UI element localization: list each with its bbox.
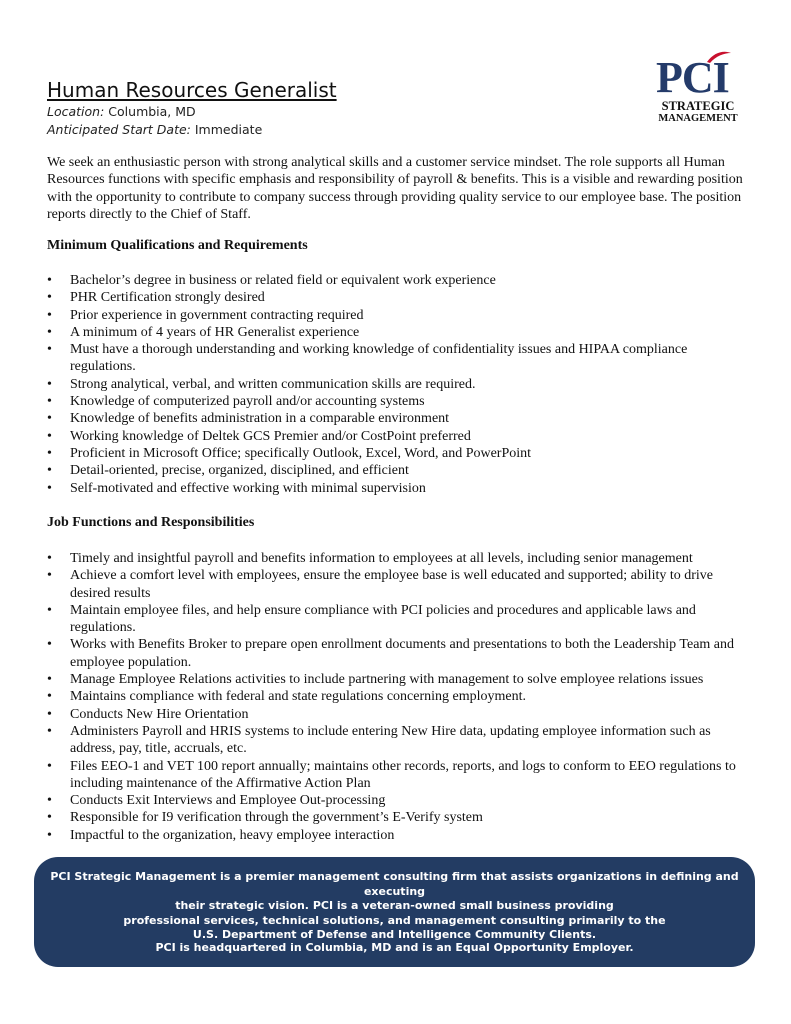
bullet-icon: • bbox=[47, 637, 52, 653]
qualifications-heading: Minimum Qualifications and Requirements bbox=[47, 238, 308, 253]
list-item: • Files EEO-1 and VET 100 report annually; maintains other records, reports, and logs to conform to EEO regulations to including maintenance of the Affirmative Action Plan bbox=[47, 758, 736, 791]
page-title: Human Resources Generalist bbox=[47, 78, 337, 102]
bullet-icon: • bbox=[47, 428, 52, 444]
list-item: • Conducts New Hire Orientation bbox=[47, 706, 249, 722]
bullet-icon: • bbox=[47, 342, 52, 358]
bullet-icon: • bbox=[47, 411, 52, 427]
bullet-icon: • bbox=[47, 394, 52, 410]
start-date-value: Immediate bbox=[194, 122, 263, 137]
pci-logo bbox=[654, 50, 742, 130]
bullet-icon: • bbox=[47, 568, 52, 584]
bullet-icon: • bbox=[47, 689, 52, 705]
list-item: • Achieve a comfort level with employees, ensure the employee base is well educated and supported; ability to drive desired results bbox=[47, 568, 714, 601]
list-item: • Timely and insightful payroll and benefits information to employees at all levels, including senior management bbox=[47, 551, 693, 566]
list-item: • Maintain employee files, and help ensure compliance with PCI policies and procedures and applicable laws and regulations. bbox=[47, 602, 696, 636]
list-item: • Prior experience in government contracting required bbox=[47, 307, 364, 323]
bullet-icon: • bbox=[47, 445, 52, 461]
location-label: Location: bbox=[47, 104, 105, 119]
list-item: • Bachelor’s degree in business or related field or equivalent work experience bbox=[47, 273, 496, 288]
bullet-icon: • bbox=[47, 602, 52, 618]
list-item: • Maintains compliance with federal and state regulations concerning employment. bbox=[47, 689, 527, 705]
footer-description bbox=[34, 870, 755, 943]
list-item: • Knowledge of computerized payroll and/or accounting systems bbox=[47, 394, 425, 410]
list-item: • A minimum of 4 years of HR Generalist experience bbox=[47, 324, 360, 340]
footer-closing: PCI is headquartered in Columbia, MD and is an Equal Opportunity Employer. bbox=[155, 941, 634, 954]
start-date-label: Anticipated Start Date: bbox=[47, 122, 191, 137]
footer-line: professional services, technical solutions, and management consulting primarily to the bbox=[123, 913, 666, 927]
logo-line-1: STRATEGIC bbox=[661, 99, 735, 113]
qualifications-list bbox=[47, 272, 752, 497]
list-item: • Strong analytical, verbal, and written communication skills are required. bbox=[47, 376, 476, 392]
bullet-icon: • bbox=[47, 307, 52, 323]
start-date-line bbox=[47, 121, 262, 139]
bullet-icon: • bbox=[47, 706, 52, 722]
list-item: • Impactful to the organization, heavy employee interaction bbox=[47, 827, 395, 843]
bullet-icon: • bbox=[47, 827, 52, 843]
logo-mark: PCI bbox=[656, 53, 729, 102]
list-item: • Conducts Exit Interviews and Employee Out-processing bbox=[47, 793, 386, 809]
bullet-icon: • bbox=[47, 290, 52, 306]
list-item: • Detail-oriented, precise, organized, disciplined, and efficient bbox=[47, 463, 409, 479]
list-item: • Knowledge of benefits administration in a comparable environment bbox=[47, 411, 450, 427]
location-value: Columbia, MD bbox=[108, 104, 196, 119]
intro-paragraph: We seek an enthusiastic person with strong analytical skills and a customer service mindset. The role supports all Human Resources functions with specific emphasis and responsibility of payroll & benefits. This is a visible and rewarding position with the opportunity to contribute to company success through providing quality service to our employee base. The position reports directly to the Chief of Staff. bbox=[47, 155, 743, 222]
bullet-icon: • bbox=[47, 723, 52, 739]
responsibilities-list bbox=[47, 550, 752, 844]
logo-line-2: MANAGEMENT bbox=[658, 113, 738, 124]
list-item: • Must have a thorough understanding and working knowledge of confidentiality issues and HIPAA compliance regulations. bbox=[47, 342, 688, 375]
bullet-icon: • bbox=[47, 551, 52, 566]
list-item: • Responsible for I9 verification through the government’s E-Verify system bbox=[47, 810, 483, 826]
footer-line: U.S. Department of Defense and Intelligence Community Clients. bbox=[192, 928, 597, 941]
responsibilities-heading: Job Functions and Responsibilities bbox=[47, 515, 255, 530]
list-item: • PHR Certification strongly desired bbox=[47, 290, 265, 306]
bullet-icon: • bbox=[47, 672, 52, 688]
list-item: • Works with Benefits Broker to prepare open enrollment documents and presentations to both the Leadership Team and employee population. bbox=[47, 637, 735, 670]
bullet-icon: • bbox=[47, 324, 52, 340]
list-item: • Self-motivated and effective working with minimal supervision bbox=[47, 480, 426, 496]
footer-line: PCI Strategic Management is a premier management consulting firm that assists organizations in defining and executing bbox=[50, 870, 739, 898]
bullet-icon: • bbox=[47, 480, 52, 496]
bullet-icon: • bbox=[47, 793, 52, 809]
bullet-icon: • bbox=[47, 463, 52, 479]
footer-line: their strategic vision. PCI is a veteran-owned small business providing bbox=[175, 899, 614, 912]
bullet-icon: • bbox=[47, 810, 52, 826]
company-footer-banner bbox=[34, 857, 755, 967]
list-item: • Working knowledge of Deltek GCS Premier and/or CostPoint preferred bbox=[47, 428, 471, 444]
bullet-icon: • bbox=[47, 273, 52, 288]
list-item: • Administers Payroll and HRIS systems to include entering New Hire data, updating employee information such as address, pay, title, accruals, etc. bbox=[47, 723, 711, 757]
location-line bbox=[47, 103, 196, 121]
list-item: • Manage Employee Relations activities to include partnering with management to solve employee relations issues bbox=[47, 672, 704, 688]
list-item: • Proficient in Microsoft Office; specifically Outlook, Excel, Word, and PowerPoint bbox=[47, 445, 532, 461]
bullet-icon: • bbox=[47, 758, 52, 774]
bullet-icon: • bbox=[47, 376, 52, 392]
